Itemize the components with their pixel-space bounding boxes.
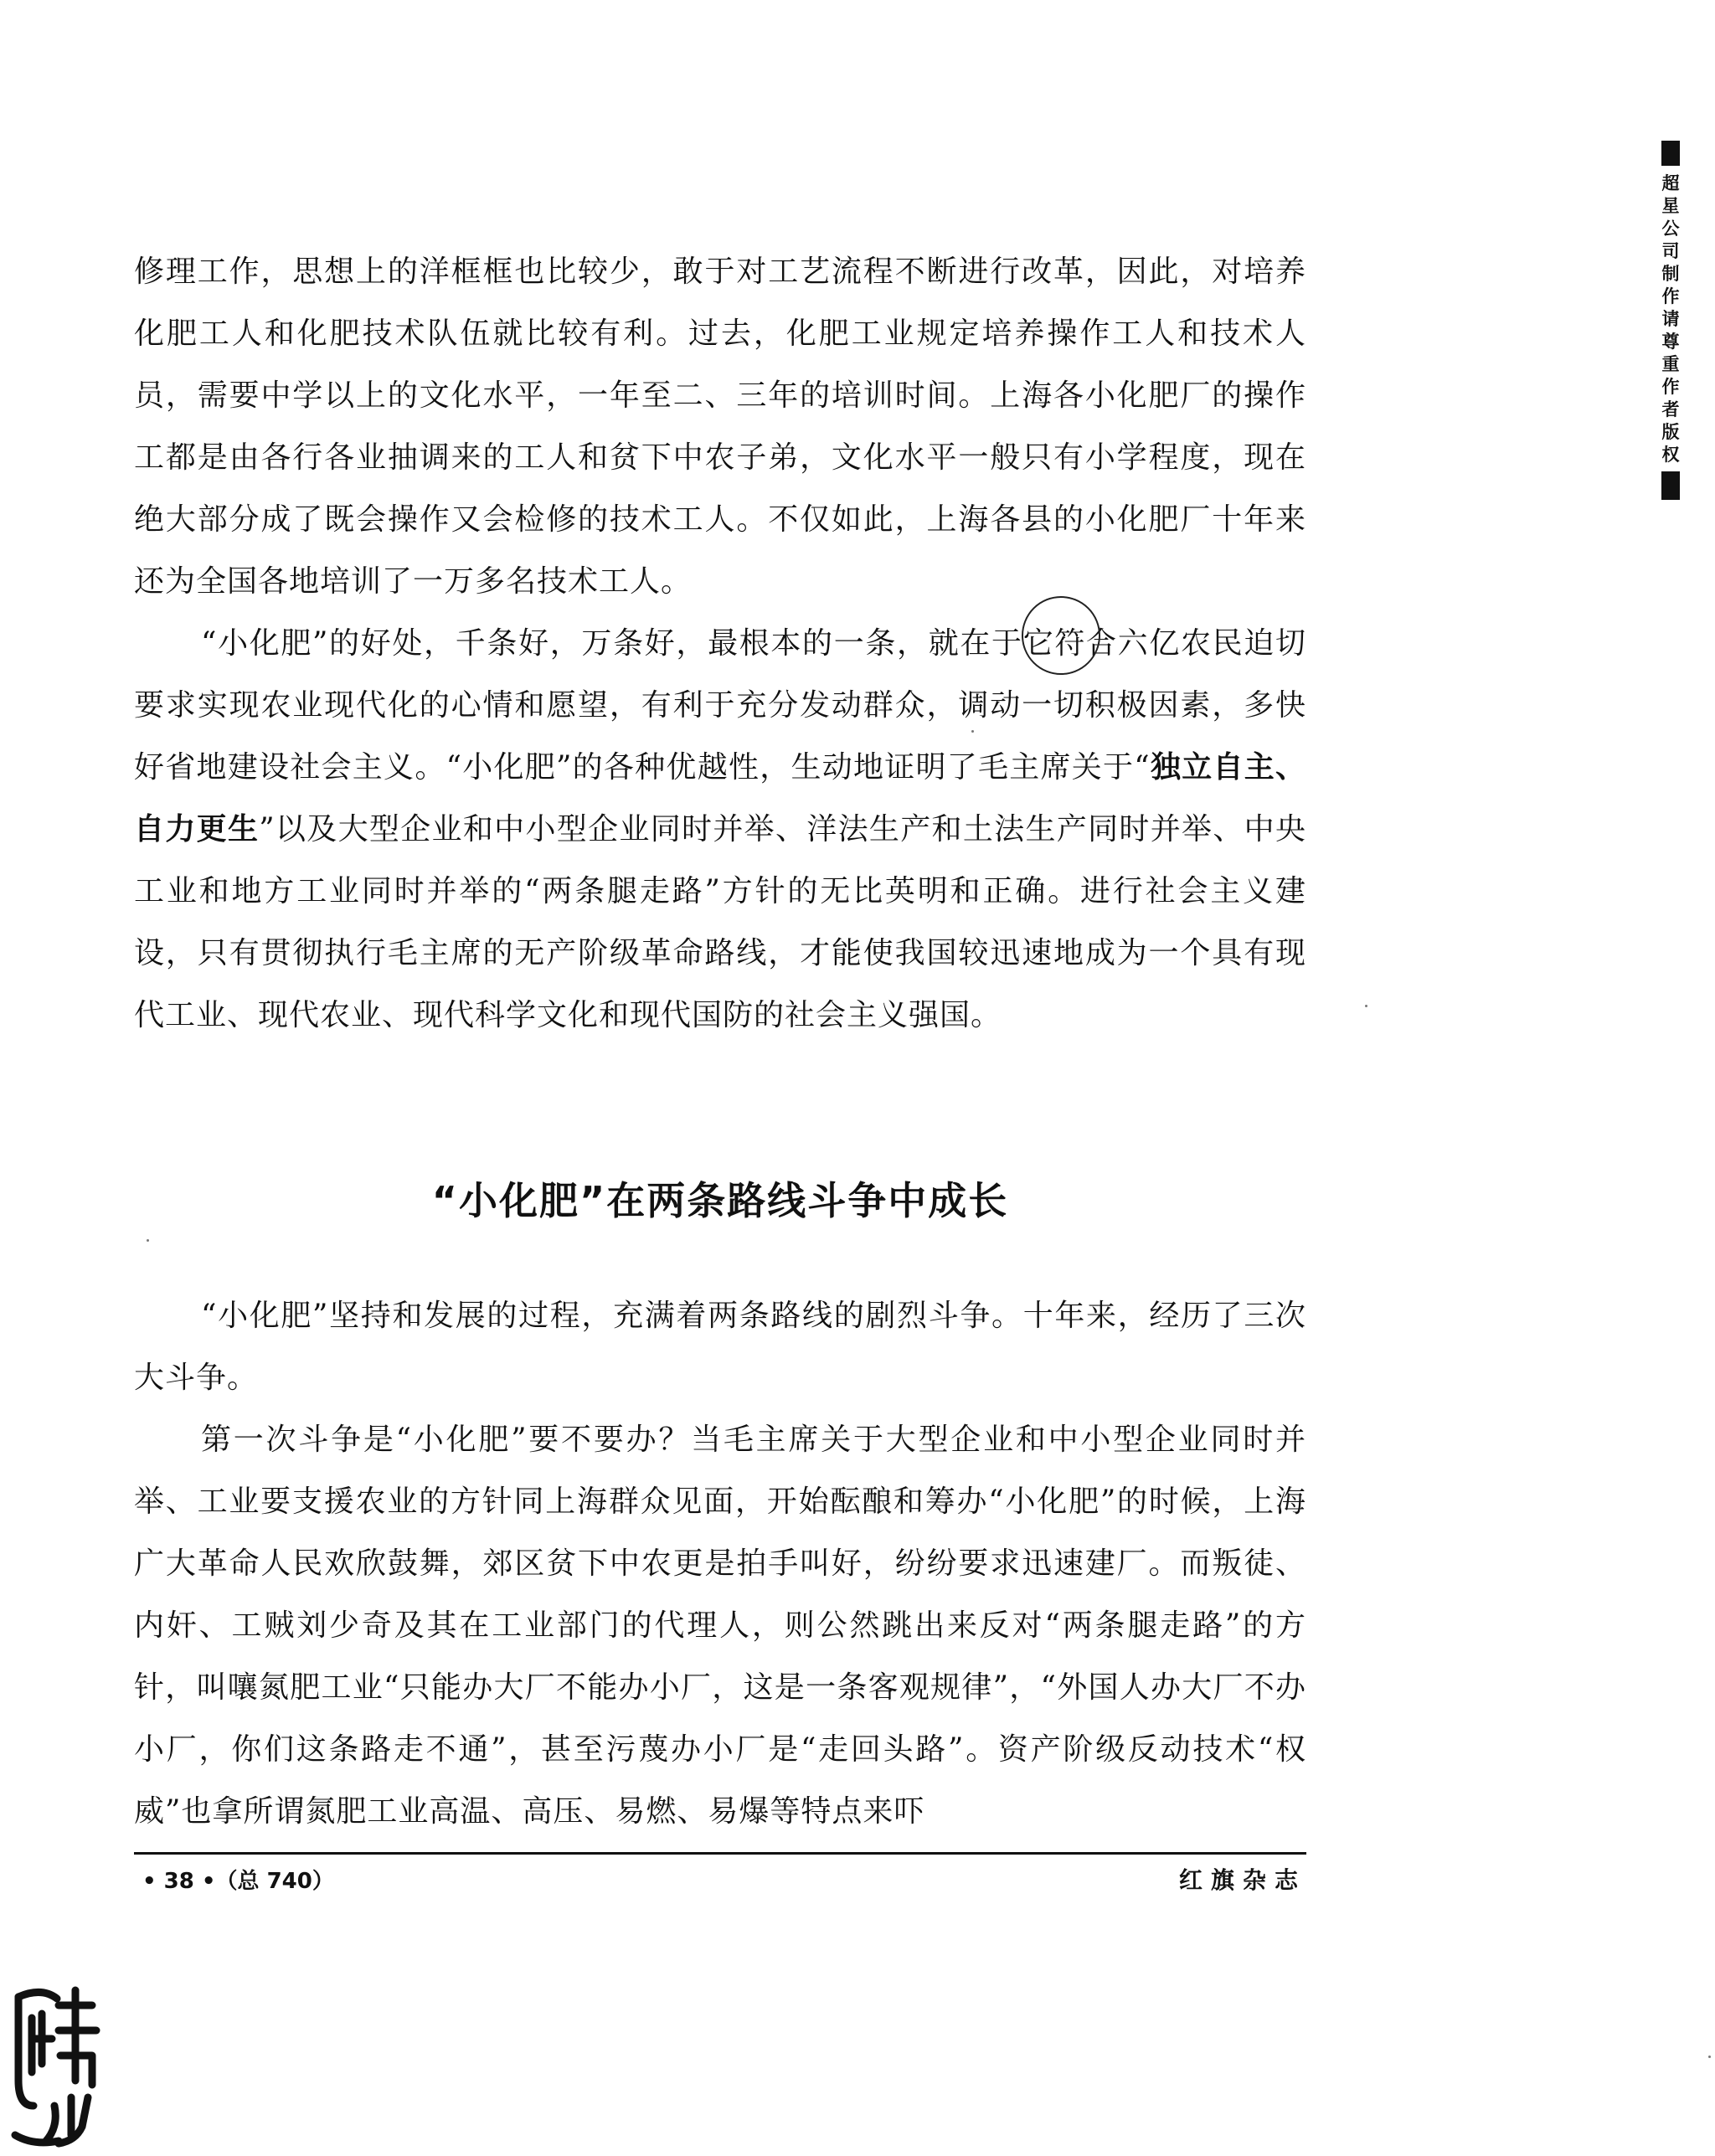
handwritten-circle-mark: [1022, 596, 1100, 675]
paragraph-4-text: 第一次斗争是“小化肥”要不要办？当毛主席关于大型企业和中小型企业同时并举、工业要支援农业的方针同上海群众见面，开始酝酿和筹办“小化肥”的时候，上海广大革命人民欢欣鼓舞，郊区贫下中农更是拍手叫好，纷纷要求迅速建厂。而叛徒、内奸、工贼刘少奇及其在工业部门的代理人，则公然跳出来反对“两条腿走路”的方针，叫嚷氮肥工业“只能办大厂不能办小厂，这是一条客观规律”，“外国人办大厂不办小厂，你们这条路走不通”，甚至污蔑办小厂是“走回头路”。资产阶级反动技术“权威”也拿所谓氮肥工业高温、高压、易燃、易爆等特点来吓: [134, 1423, 1306, 1829]
paragraph-3: [134, 1285, 1306, 1409]
notice-text: 超星公司制作请尊重作者版权: [1661, 173, 1680, 465]
paragraph-2: [134, 613, 1306, 1047]
footer-divider: [134, 1852, 1306, 1855]
paragraph-2-text-a: “小化肥”的好处，千条好，万条好，最根本的一条，就在于它符合六亿农民迫切要求实现农业现代化的心情和愿望，有利于充分发动群众，调动一切积极因素，多快好省地建设社会主义。“小化肥”的各种优越性，生动地证明了毛主席关于“: [134, 626, 1306, 785]
paragraph-4: [134, 1409, 1306, 1843]
paragraph-2-text-b: ”以及大型企业和中小型企业同时并举、洋法生产和土法生产同时并举、中央工业和地方工业同时并举的“两条腿走路”方针的无比英明和正确。进行社会主义建设，只有贯彻执行毛主席的无产阶级革命路线，才能使我国较迅速地成为一个具有现代工业、现代农业、现代科学文化和现代国防的社会主义强国。: [134, 812, 1306, 1032]
seal-stamp-icon: [8, 1980, 107, 2148]
copyright-notice: [1656, 141, 1685, 500]
section-heading: “小化肥”在两条路线斗争中成长: [431, 1178, 1009, 1223]
publication-name: 红旗杂志: [1178, 1866, 1306, 1894]
scan-speck: [1708, 2056, 1711, 2058]
notice-bottom-bar: [1661, 471, 1680, 500]
paragraph-1-text: 修理工作，思想上的洋框框也比较少，敢于对工艺流程不断进行改革，因此，对培养化肥工人和化肥技术队伍就比较有利。过去，化肥工业规定培养操作工人和技术人员，需要中学以上的文化水平，一年至二、三年的培训时间。上海各小化肥厂的操作工都是由各行各业抽调来的工人和贫下中农子弟，文化水平一般只有小学程度，现在绝大部分成了既会操作又会检修的技术工人。不仅如此，上海各县的小化肥厂十年来还为全国各地培训了一万多名技术工人。: [134, 255, 1306, 599]
notice-top-bar: [1661, 141, 1680, 166]
paragraph-1: [134, 241, 1306, 613]
scan-speck: [147, 1239, 149, 1242]
scan-speck: [971, 730, 974, 733]
paragraph-3-text: “小化肥”坚持和发展的过程，充满着两条路线的剧烈斗争。十年来，经历了三次大斗争。: [134, 1299, 1306, 1395]
scan-speck: [1365, 1005, 1367, 1007]
paragraph-2-emphasis: 独立自主、自力更生: [134, 750, 1306, 846]
page-number: • 38 •（总 740）: [142, 1869, 334, 1894]
